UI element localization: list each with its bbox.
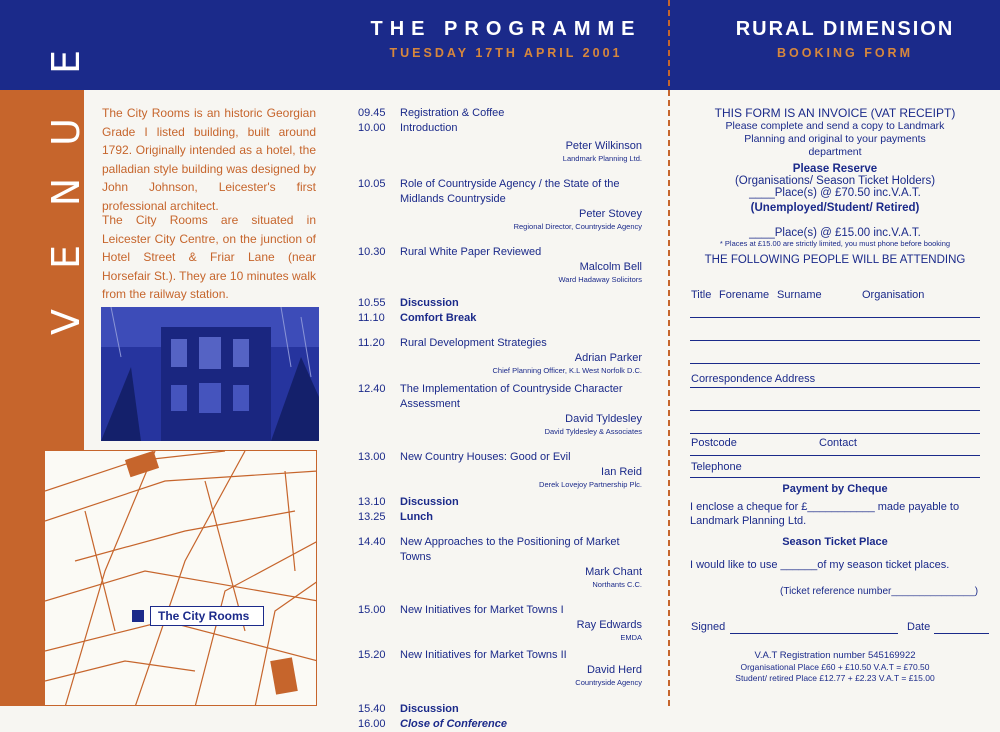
- unemployed-label: (Unemployed/Student/ Retired): [750, 202, 920, 214]
- venue-letter: U: [44, 118, 88, 146]
- schedule-item: 15.20 New Initiatives for Market Towns II: [358, 649, 567, 661]
- speaker-name: Peter Wilkinson: [565, 140, 642, 152]
- programme-date: TUESDAY 17TH APRIL 2001: [389, 46, 623, 60]
- student-price: Student/ retired Place £12.77 + £2.23 V.A.T = £15.00: [735, 673, 935, 683]
- postcode-contact-line[interactable]: [690, 455, 980, 456]
- speaker-name: Ray Edwards: [576, 619, 642, 631]
- speaker-name: Adrian Parker: [574, 352, 642, 364]
- organisation-places-field[interactable]: ____Place(s) @ £70.50 inc.V.A.T.: [749, 187, 921, 199]
- organisational-price: Organisational Place £60 + £10.50 V.A.T = £70.50: [740, 662, 930, 672]
- speaker-organisation: EMDA: [620, 633, 642, 642]
- speaker-name: Mark Chant: [585, 566, 642, 578]
- schedule-item: 14.40 New Approaches to the Positioning of Market Towns: [358, 536, 620, 563]
- signature-line[interactable]: [730, 633, 898, 634]
- speaker-organisation: Regional Director, Countryside Agency: [513, 222, 642, 231]
- speaker-organisation: Derek Lovejoy Partnership Plc.: [539, 480, 642, 489]
- form-instructions: Please complete and send a copy to Landmark Planning and original to your payments department: [725, 120, 945, 158]
- date-line[interactable]: [934, 633, 989, 634]
- booking-form-header: [690, 106, 980, 266]
- location-map: [44, 450, 317, 706]
- speaker-organisation: Ward Hadaway Solicitors: [558, 275, 642, 284]
- programme-schedule: [358, 106, 642, 732]
- attendee-line-3[interactable]: [690, 363, 980, 364]
- schedule-item: 13.00 New Country Houses: Good or Evil: [358, 451, 571, 463]
- city-rooms-marker: [132, 610, 144, 622]
- speaker-name: David Tyldesley: [565, 413, 642, 425]
- invoice-heading: THIS FORM IS AN INVOICE (VAT RECEIPT): [714, 106, 956, 120]
- address-line-2[interactable]: [690, 410, 980, 411]
- speaker-name: Peter Stovey: [579, 208, 642, 220]
- venue-description: The City Rooms is an historic Georgian Grade I listed building, built around 1792. Originally intended as a hotel, the palladian style building was designed by John Johnson, Leicester's first professional architect.: [102, 106, 316, 213]
- payment-heading: Payment by Cheque: [782, 483, 888, 495]
- speaker-name: Ian Reid: [601, 466, 642, 478]
- programme-title: THE PROGRAMME: [370, 18, 642, 40]
- date-label: Date: [907, 621, 931, 633]
- schedule-item: 10.55 Discussion: [358, 297, 459, 309]
- season-ticket-field[interactable]: I would like to use ______of my season ticket places.: [690, 559, 950, 571]
- speaker-organisation: Landmark Planning Ltd.: [562, 154, 642, 163]
- venue-location: The City Rooms are situated in Leicester City Centre, on the junction of Hotel Street & Friar Lane (near Horsefair St.). They are 10 minutes walk from the railway station.: [102, 213, 316, 301]
- student-places-field[interactable]: ____Place(s) @ £15.00 inc.V.A.T.: [749, 227, 921, 239]
- top-banner: [0, 0, 1000, 90]
- correspondence-label: Correspondence Address: [691, 373, 816, 385]
- attendee-line-1[interactable]: [690, 317, 980, 318]
- city-rooms-map-label: The City Rooms: [150, 606, 264, 626]
- schedule-item: 11.20 Rural Development Strategies: [358, 337, 547, 349]
- booking-subtitle: BOOKING FORM: [777, 46, 913, 60]
- venue-letter: V: [44, 309, 88, 335]
- address-line-3[interactable]: [690, 433, 980, 434]
- schedule-item: 12.40 The Implementation of Countryside Character Assessment: [358, 383, 623, 410]
- organisations-label: (Organisations/ Season Ticket Holders): [734, 175, 936, 187]
- schedule-item: 15.00 New Initiatives for Market Towns I: [358, 604, 564, 616]
- postcode-label: Postcode: [691, 437, 737, 449]
- attending-heading: THE FOLLOWING PEOPLE WILL BE ATTENDING: [704, 254, 966, 266]
- signed-label: Signed: [691, 621, 726, 633]
- schedule-item: 11.10 Comfort Break: [358, 312, 477, 324]
- schedule-item: 10.05 Role of Countryside Agency / the State of the Midlands Countryside: [358, 178, 620, 205]
- schedule-item: 13.10 Discussion: [358, 496, 459, 508]
- telephone-label: Telephone: [691, 461, 742, 473]
- season-ticket-heading: Season Ticket Place: [782, 536, 888, 548]
- venue-letter: N: [44, 177, 88, 207]
- organisation-column-label: Organisation: [862, 289, 925, 301]
- tear-off-dashed-line: [668, 0, 670, 706]
- speaker-organisation: Northants C.C.: [592, 580, 642, 589]
- schedule-item: 16.00 Close of Conference: [358, 718, 507, 730]
- schedule-item: 13.25 Lunch: [358, 511, 433, 523]
- speaker-organisation: David Tyldesley & Associates: [544, 427, 642, 436]
- address-line-1[interactable]: [690, 387, 980, 388]
- schedule-item: 15.40 Discussion: [358, 703, 459, 715]
- venue-letter: E: [44, 50, 88, 75]
- speaker-name: Malcolm Bell: [579, 261, 642, 273]
- booking-title: RURAL DIMENSION: [735, 18, 955, 40]
- forename-column-label: Forename: [719, 289, 770, 301]
- schedule-item: 10.00 Introduction: [358, 122, 458, 134]
- title-column-label: Title: [691, 289, 712, 301]
- attendee-line-2[interactable]: [690, 340, 980, 341]
- telephone-line[interactable]: [690, 477, 980, 478]
- speaker-organisation: Chief Planning Officer, K.L West Norfolk D.C.: [492, 366, 642, 375]
- surname-column-label: Surname: [777, 289, 822, 301]
- places-note: * Places at £15.00 are strictly limited, you must phone before booking: [719, 239, 951, 248]
- ticket-reference-field[interactable]: (Ticket reference number_______________): [780, 586, 979, 597]
- schedule-item: 09.45 Registration & Coffee: [358, 107, 505, 119]
- venue-letter: E: [44, 245, 88, 270]
- speaker-organisation: Countryside Agency: [575, 678, 642, 687]
- cheque-field[interactable]: I enclose a cheque for £___________ made payable to Landmark Planning Ltd.: [690, 501, 960, 527]
- vat-registration: V.A.T Registration number 545169922: [754, 650, 916, 661]
- contact-label: Contact: [819, 437, 857, 449]
- schedule-item: 10.30 Rural White Paper Reviewed: [358, 246, 542, 258]
- please-reserve-label: Please Reserve: [792, 163, 878, 175]
- city-rooms-photo: [101, 307, 319, 441]
- speaker-name: David Herd: [586, 664, 642, 676]
